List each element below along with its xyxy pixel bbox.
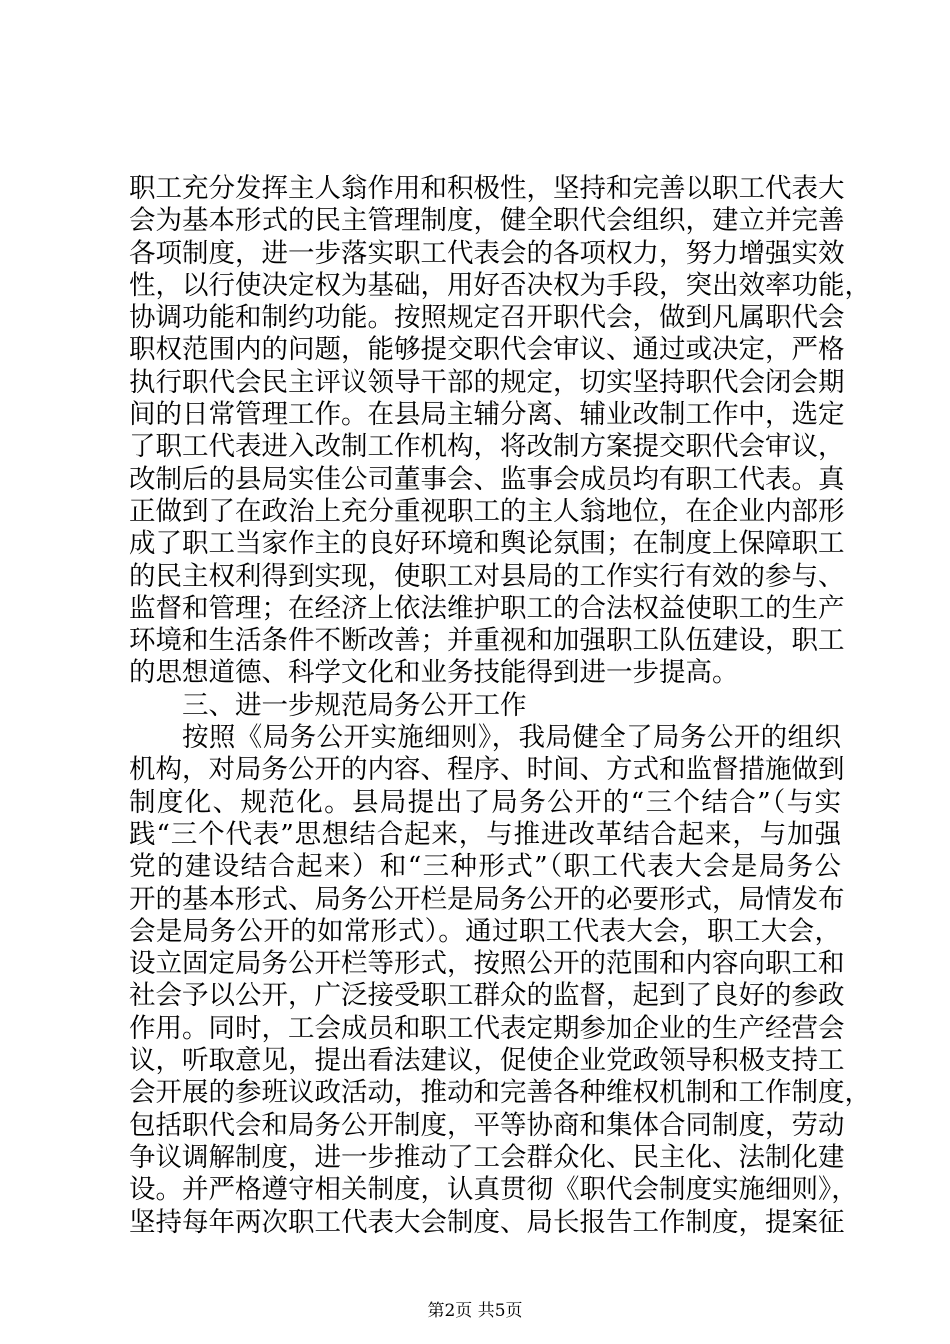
document-body <box>129 173 871 1239</box>
text-line: 党的建设结合起来）和“三种形式”（职工代表大会是局务公 <box>129 851 841 883</box>
section-heading: 三、进一步规范局务公开工作 <box>182 689 527 721</box>
text-line: 开的基本形式、局务公开栏是局务公开的必要形式，局情发布 <box>129 883 845 915</box>
text-line: 会为基本形式的民主管理制度，健全职代会组织，建立并完善 <box>129 205 845 237</box>
text-line: 成了职工当家作主的良好环境和舆论氛围；在制度上保障职工 <box>129 528 845 560</box>
text-line: 监督和管理；在经济上依法维护职工的合法权益使职工的生产 <box>129 592 845 624</box>
text-line: 社会予以公开，广泛接受职工群众的监督，起到了良好的参政 <box>129 980 845 1012</box>
text-line: 协调功能和制约功能。按照规定召开职代会，做到凡属职代会 <box>129 302 845 334</box>
text-line: 按照《局务公开实施细则》，我局健全了局务公开的组织 <box>182 722 841 754</box>
text-line: 改制后的县局实佳公司董事会、监事会成员均有职工代表。真 <box>129 463 845 495</box>
text-line: 的民主权利得到实现，使职工对县局的工作实行有效的参与、 <box>129 560 845 592</box>
text-line: 的思想道德、科学文化和业务技能得到进一步提高。 <box>129 657 739 689</box>
text-line: 会是局务公开的如常形式）。通过职工代表大会，职工大会， <box>129 915 841 947</box>
text-line: 职工充分发挥主人翁作用和积极性，坚持和完善以职工代表大 <box>129 173 845 204</box>
text-line: 制度化、规范化。县局提出了局务公开的“三个结合”（与实 <box>129 786 841 818</box>
text-line: 争议调解制度，进一步推动了工会群众化、民主化、法制化建 <box>129 1141 845 1173</box>
text-line: 环境和生活条件不断改善；并重视和加强职工队伍建设，职工 <box>129 625 845 657</box>
text-line: 了职工代表进入改制工作机构，将改制方案提交职代会审议， <box>129 431 845 463</box>
text-line: 间的日常管理工作。在县局主辅分离、辅业改制工作中，选定 <box>129 399 845 431</box>
text-line: 践“三个代表”思想结合起来，与推进改革结合起来，与加强 <box>129 818 841 850</box>
text-line: 设立固定局务公开栏等形式，按照公开的范围和内容向职工和 <box>129 948 845 980</box>
text-line: 坚持每年两次职工代表大会制度、局长报告工作制度，提案征 <box>129 1206 845 1238</box>
text-line: 职权范围内的问题，能够提交职代会审议、通过或决定，严格 <box>129 334 845 366</box>
text-line: 作用。同时，工会成员和职工代表定期参加企业的生产经营会 <box>129 1012 845 1044</box>
text-line: 各项制度，进一步落实职工代表会的各项权力，努力增强实效 <box>129 237 845 269</box>
text-line: 议，听取意见，提出看法建议，促使企业党政领导积极支持工 <box>129 1045 845 1077</box>
text-line: 设。并严格遵守相关制度，认真贯彻《职代会制度实施细则》， <box>129 1174 858 1206</box>
text-line: 包括职代会和局务公开制度，平等协商和集体合同制度，劳动 <box>129 1109 845 1141</box>
text-line: 正做到了在政治上充分重视职工的主人翁地位，在企业内部形 <box>129 495 845 527</box>
page-number: 第2页 共5页 <box>427 1301 523 1321</box>
text-line: 机构，对局务公开的内容、程序、时间、方式和监督措施做到 <box>129 754 845 786</box>
text-line: 执行职代会民主评议领导干部的规定，切实坚持职代会闭会期 <box>129 366 845 398</box>
text-line: 会开展的参班议政活动，推动和完善各种维权机制和工作制度， <box>129 1077 871 1109</box>
text-line: 性，以行使决定权为基础，用好否决权为手段，突出效率功能， <box>129 269 871 301</box>
